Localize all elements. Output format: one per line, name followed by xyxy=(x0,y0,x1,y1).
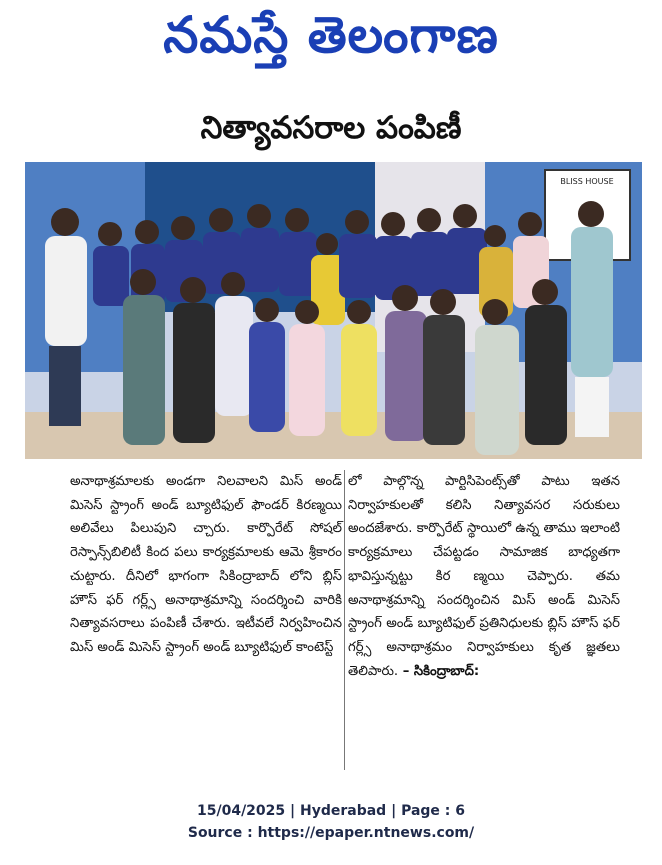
headline-text: నిత్యావసరాల పంపిణీ xyxy=(200,109,462,146)
article-paragraph-left: అనాథాశ్రమాలకు అండగా నిలవాలని మిస్ అండ్ మిసెస్ స్ట్రాంగ్ అండ్ బ్యూటిఫుల్ ఫౌండర్ కిరణ్మయి అలివేలు పిలుపుని చ్చారు. కార్పొరేట్ సోషల్ రెస్పాన్స్‌బిలిటీ కింద పలు కార్యక్రమాలకు ఆమె శ్రీకారం చుట్టారు. దీనిలో భాగంగా సికింద్రాబాద్ లోని బ్లిస్ హౌస్ ఫర్ గర్ల్స్ అనాథాశ్రమాన్ని సందర్శించి వారికి నిత్యావసరాలు పంపిణీ చేశారు. ఇటీవలే నిర్వహించిన మిస్ అండ్ మిసెస్ స్ట్రాంగ్ అండ్ బ్యూటిఫుల్ కాంటెస్ట్ xyxy=(70,474,342,655)
newspaper-logo: నమస్తే తెలంగాణ xyxy=(163,5,499,64)
article-column-left xyxy=(70,470,342,660)
article-body xyxy=(70,470,620,770)
article-headline xyxy=(0,108,662,154)
masthead xyxy=(0,0,662,82)
page-footer xyxy=(0,800,662,844)
dateline: – సికింద్రాబాద్: xyxy=(398,663,480,679)
footer-source-line: Source : https://epaper.ntnews.com/ xyxy=(187,825,475,841)
group-photo-illustration xyxy=(25,162,642,459)
column-divider xyxy=(344,470,345,770)
article-column-right xyxy=(348,470,620,683)
group-photo xyxy=(25,162,642,459)
article-paragraph-right xyxy=(348,470,620,683)
article-text-right: లో పాల్గొన్న పార్టిసిపెంట్స్‌తో పాటు ఇతన నిర్వాహకులతో కలిసి నిత్యావసర సరుకులు అందజేశారు. కార్పొరేట్ స్థాయిలో ఉన్న తాము ఇలాంటి కార్యక్రమాలు చేపట్టడం సామాజిక బాధ్యతగా భావిస్తున్నట్టు కిర ణ్మయి చెప్పారు. తమ అనాథాశ్రమాన్ని సందర్శించిన మిస్ అండ్ మిసెస్ స్ట్రాంగ్ అండ్ బ్యూటిఫుల్ ప్రతినిధులకు బ్లిస్ హౌస్ ఫర్ గర్ల్స్ అనాథాశ్రమం నిర్వాహకులు కృత జ్ఞతలు తెలిపారు. xyxy=(348,474,620,679)
footer-date-line: 15/04/2025 | Hyderabad | Page : 6 xyxy=(196,803,466,819)
sign-text: BLISS HOUSE xyxy=(560,177,614,186)
